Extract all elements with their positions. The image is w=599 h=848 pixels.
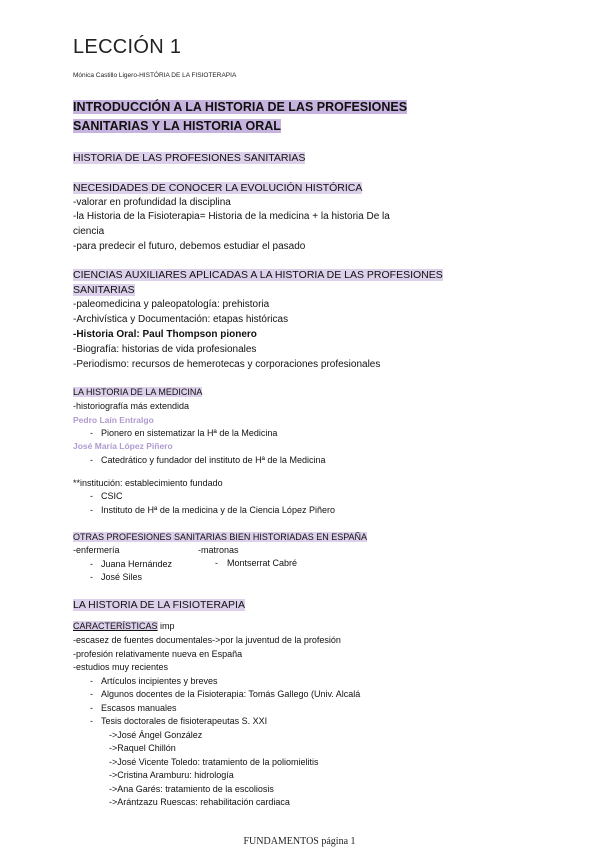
fisio-sub-item: Artículos incipientes y breves	[101, 676, 218, 686]
dash-bullet: -	[90, 572, 93, 582]
dash-bullet: -	[90, 491, 93, 501]
otras-heading: OTRAS PROFESIONES SANITARIAS BIEN HISTORIADAS EN ESPAÑA	[73, 532, 368, 542]
necesidades-item: -valorar en profundidad la disciplina	[73, 197, 231, 208]
medicina-heading: LA HISTORIA DE LA MEDICINA	[73, 387, 203, 397]
dash-bullet: -	[90, 428, 93, 438]
page-footer: FUNDAMENTOS página 1	[243, 836, 356, 847]
dash-bullet: -	[90, 455, 93, 465]
enfermeria-item: Juana Hernández	[101, 559, 173, 569]
institucion-item: Instituto de Hª de la medicina y de la Ciencia López Piñero	[101, 505, 335, 515]
matronas-label: -matronas	[198, 545, 239, 555]
medicina-sub-item: Pionero en sistematizar la Hª de la Medicina	[101, 428, 278, 438]
person-laín: Pedro Laín Entralgo	[73, 415, 154, 425]
author-line: Mónica Castillo Ligero-HISTÓRIA DE LA FISIOTERAPIA	[73, 72, 237, 79]
medicina-line: -historiografía más extendida	[73, 401, 190, 411]
enfermeria-item: José Siles	[101, 572, 143, 582]
dash-bullet: -	[90, 703, 93, 713]
main-heading	[73, 98, 407, 136]
tesis-item: ->Raquel Chillón	[109, 743, 176, 753]
enfermeria-label: -enfermería	[73, 545, 120, 555]
fisio-line: -profesión relativamente nueva en España	[73, 649, 243, 659]
necesidades-item: ciencia	[73, 226, 105, 237]
ciencias-item: -Periodismo: recursos de hemerotecas y corporaciones profesionales	[73, 359, 381, 370]
institucion-line: **institución: establecimiento fundado	[73, 478, 223, 488]
dash-bullet: -	[90, 505, 93, 515]
ciencias-item: -Historia Oral: Paul Thompson pionero	[73, 329, 257, 340]
ciencias-heading-line2: SANITARIAS	[73, 284, 135, 296]
necesidades-heading: NECESIDADES DE CONOCER LA EVOLUCIÓN HISTÓRICA	[73, 182, 363, 194]
main-heading-line2: SANITARIAS Y LA HISTORIA ORAL	[73, 119, 281, 133]
caracteristicas-line	[73, 621, 175, 631]
tesis-item: ->Cristina Aramburu: hidrología	[109, 770, 234, 780]
tesis-item: ->Arántzazu Ruescas: rehabilitación cardiaca	[109, 797, 290, 807]
institucion-item: CSIC	[101, 491, 123, 501]
person-lopez-pinero: José María López Piñero	[73, 441, 173, 451]
main-heading-line1: INTRODUCCIÓN A LA HISTORIA DE LAS PROFESIONES	[73, 100, 408, 114]
dash-bullet: -	[90, 689, 93, 699]
fisio-sub-item: Escasos manuales	[101, 703, 177, 713]
dash-bullet: -	[90, 559, 93, 569]
tesis-item: ->José Ángel González	[109, 730, 203, 740]
dash-bullet: -	[90, 676, 93, 686]
section-heading-hps: HISTORIA DE LAS PROFESIONES SANITARIAS	[73, 152, 306, 164]
fisio-sub-item: Algunos docentes de la Fisioterapia: Tomás Gallego (Univ. Alcalá	[101, 689, 361, 699]
necesidades-item: -la Historia de la Fisioterapia= Historia de la medicina + la historia De la	[73, 211, 390, 222]
ciencias-heading-line1: CIENCIAS AUXILIARES APLICADAS A LA HISTORIA DE LAS PROFESIONES	[73, 269, 443, 281]
page-title: LECCIÓN 1	[73, 36, 182, 58]
matronas-item: Montserrat Cabré	[227, 558, 298, 568]
fisio-sub-item: Tesis doctorales de fisioterapeutas S. XXI	[101, 716, 268, 726]
dash-bullet: -	[90, 716, 93, 726]
ciencias-item: -Biografía: historias de vida profesionales	[73, 344, 257, 355]
ciencias-item: -Archivística y Documentación: etapas históricas	[73, 314, 289, 325]
necesidades-item: -para predecir el futuro, debemos estudiar el pasado	[73, 241, 306, 252]
ciencias-item: -paleomedicina y paleopatología: prehistoria	[73, 299, 270, 310]
tesis-item: ->José Vicente Toledo: tratamiento de la poliomielitis	[109, 757, 319, 767]
medicina-sub-item: Catedrático y fundador del instituto de Hª de la Medicina	[101, 455, 326, 465]
caracteristicas-label: CARACTERÍSTICAS	[73, 621, 158, 631]
fisio-line: -estudios muy recientes	[73, 662, 169, 672]
fisio-line: -escasez de fuentes documentales->por la juventud de la profesión	[73, 635, 341, 645]
dash-bullet: -	[215, 558, 218, 568]
caracteristicas-note: imp	[160, 621, 175, 631]
fisio-heading: LA HISTORIA DE LA FISIOTERAPIA	[73, 599, 245, 611]
tesis-item: ->Ana Garés: tratamiento de la escoliosis	[109, 784, 274, 794]
